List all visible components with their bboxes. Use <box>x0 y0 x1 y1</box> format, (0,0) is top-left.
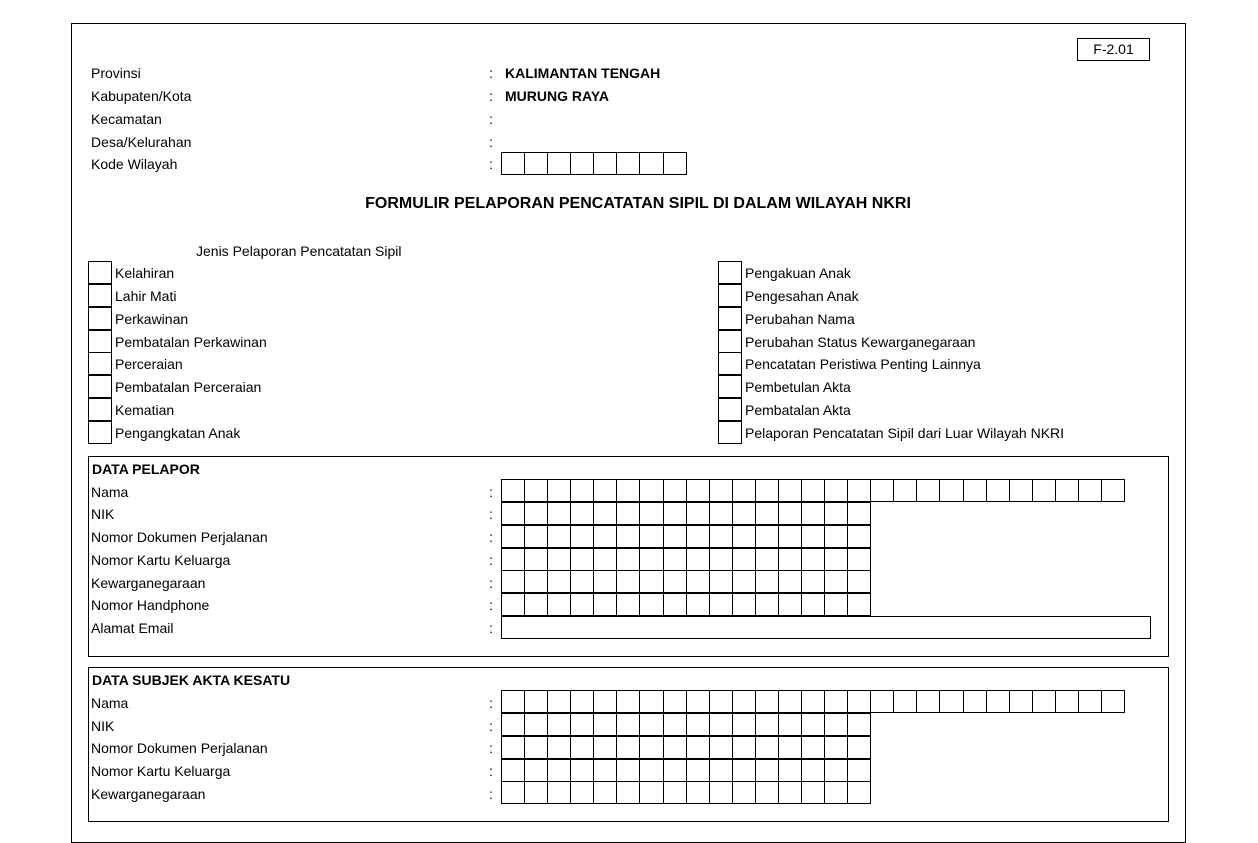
char-cell[interactable] <box>686 593 710 616</box>
char-cell[interactable] <box>616 152 640 175</box>
char-cell[interactable] <box>593 690 617 713</box>
char-cell[interactable] <box>686 525 710 548</box>
char-cell[interactable] <box>709 525 733 548</box>
pelapor-kewarganegaraan-label: Kewarganegaraan <box>91 575 206 591</box>
kabupaten-value: MURUNG RAYA <box>505 88 609 104</box>
char-cell[interactable] <box>570 713 594 736</box>
option-label: Pembatalan Perceraian <box>115 379 262 395</box>
colon: : <box>489 134 493 150</box>
char-cell[interactable] <box>570 759 594 782</box>
subjek-kewarganegaraan-label: Kewarganegaraan <box>91 786 206 802</box>
char-cell[interactable] <box>824 690 848 713</box>
char-cell[interactable] <box>639 690 663 713</box>
char-cell[interactable] <box>686 759 710 782</box>
char-cell[interactable] <box>593 502 617 525</box>
char-cell[interactable] <box>778 525 802 548</box>
char-cell[interactable] <box>570 690 594 713</box>
option-label: Perkawinan <box>115 311 189 327</box>
char-cell[interactable] <box>501 525 525 548</box>
char-cell[interactable] <box>686 479 710 502</box>
char-cell[interactable] <box>663 152 687 175</box>
char-cell[interactable] <box>686 548 710 571</box>
pelapor-email-field[interactable] <box>501 616 1151 639</box>
char-cell[interactable] <box>639 593 663 616</box>
char-cell[interactable] <box>501 548 525 571</box>
char-cell[interactable] <box>639 736 663 759</box>
char-cell[interactable] <box>824 736 848 759</box>
char-cell[interactable] <box>570 781 594 804</box>
char-cell[interactable] <box>916 690 940 713</box>
char-cell[interactable] <box>939 690 963 713</box>
char-cell[interactable] <box>1055 479 1079 502</box>
char-cell[interactable] <box>963 479 987 502</box>
pelapor-nik-grid[interactable] <box>501 502 870 525</box>
char-cell[interactable] <box>547 781 571 804</box>
colon: : <box>489 575 493 591</box>
checkbox-pembetulan-akta[interactable] <box>718 375 742 398</box>
char-cell[interactable] <box>755 548 779 571</box>
option-label: Perubahan Nama <box>745 311 855 327</box>
char-cell[interactable] <box>616 479 640 502</box>
char-cell[interactable] <box>847 525 871 548</box>
colon: : <box>489 88 493 104</box>
char-cell[interactable] <box>709 690 733 713</box>
char-cell[interactable] <box>801 593 825 616</box>
char-cell[interactable] <box>870 690 894 713</box>
colon: : <box>489 65 493 81</box>
subjek-kk-label: Nomor Kartu Keluarga <box>91 763 231 779</box>
colon: : <box>489 695 493 711</box>
char-cell[interactable] <box>593 152 617 175</box>
char-cell[interactable] <box>593 781 617 804</box>
char-cell[interactable] <box>824 548 848 571</box>
char-cell[interactable] <box>847 548 871 571</box>
subjek-nik-grid[interactable] <box>501 713 870 736</box>
char-cell[interactable] <box>847 759 871 782</box>
char-cell[interactable] <box>732 759 756 782</box>
provinsi-value: KALIMANTAN TENGAH <box>505 65 661 81</box>
char-cell[interactable] <box>639 781 663 804</box>
char-cell[interactable] <box>847 502 871 525</box>
char-cell[interactable] <box>709 736 733 759</box>
checkbox-kelahiran[interactable] <box>88 261 112 284</box>
colon: : <box>489 506 493 522</box>
form-code-box: F-2.01 <box>1077 38 1150 61</box>
char-cell[interactable] <box>778 736 802 759</box>
char-cell[interactable] <box>616 548 640 571</box>
char-cell[interactable] <box>524 152 548 175</box>
char-cell[interactable] <box>824 713 848 736</box>
option-label: Perceraian <box>115 356 183 372</box>
char-cell[interactable] <box>686 570 710 593</box>
option-label: Perubahan Status Kewarganegaraan <box>745 334 976 350</box>
char-cell[interactable] <box>778 479 802 502</box>
char-cell[interactable] <box>778 548 802 571</box>
char-cell[interactable] <box>570 525 594 548</box>
char-cell[interactable] <box>663 759 687 782</box>
checkbox-perkawinan[interactable] <box>88 307 112 330</box>
char-cell[interactable] <box>755 759 779 782</box>
char-cell[interactable] <box>547 759 571 782</box>
char-cell[interactable] <box>501 713 525 736</box>
option-label: Pencatatan Peristiwa Penting Lainnya <box>745 356 981 372</box>
char-cell[interactable] <box>755 781 779 804</box>
char-cell[interactable] <box>847 713 871 736</box>
char-cell[interactable] <box>501 570 525 593</box>
char-cell[interactable] <box>755 713 779 736</box>
char-cell[interactable] <box>801 690 825 713</box>
char-cell[interactable] <box>616 690 640 713</box>
char-cell[interactable] <box>1101 690 1125 713</box>
pelapor-kk-grid[interactable] <box>501 548 870 571</box>
char-cell[interactable] <box>593 759 617 782</box>
char-cell[interactable] <box>755 525 779 548</box>
checkbox-pengangkatan-anak[interactable] <box>88 421 112 444</box>
char-cell[interactable] <box>939 479 963 502</box>
char-cell[interactable] <box>501 479 525 502</box>
char-cell[interactable] <box>986 479 1010 502</box>
subjek-nama-grid[interactable] <box>501 690 1124 713</box>
char-cell[interactable] <box>801 570 825 593</box>
char-cell[interactable] <box>801 781 825 804</box>
option-label: Pembatalan Akta <box>745 402 851 418</box>
subjek-dokumen-grid[interactable] <box>501 736 870 759</box>
char-cell[interactable] <box>847 781 871 804</box>
char-cell[interactable] <box>847 570 871 593</box>
char-cell[interactable] <box>1055 690 1079 713</box>
option-label: Kelahiran <box>115 265 175 281</box>
char-cell[interactable] <box>755 736 779 759</box>
char-cell[interactable] <box>755 502 779 525</box>
char-cell[interactable] <box>824 759 848 782</box>
char-cell[interactable] <box>547 152 571 175</box>
checkbox-perceraian[interactable] <box>88 352 112 375</box>
subjek-kk-grid[interactable] <box>501 759 870 782</box>
char-cell[interactable] <box>709 570 733 593</box>
provinsi-label: Provinsi <box>91 65 141 81</box>
char-cell[interactable] <box>847 593 871 616</box>
char-cell[interactable] <box>732 502 756 525</box>
jenis-heading: Jenis Pelaporan Pencatatan Sipil <box>196 243 402 259</box>
option-label: Pembatalan Perkawinan <box>115 334 267 350</box>
option-label: Lahir Mati <box>115 288 177 304</box>
char-cell[interactable] <box>501 781 525 804</box>
char-cell[interactable] <box>524 548 548 571</box>
char-cell[interactable] <box>639 525 663 548</box>
char-cell[interactable] <box>593 548 617 571</box>
char-cell[interactable] <box>616 781 640 804</box>
char-cell[interactable] <box>1009 479 1033 502</box>
option-label: Kematian <box>115 402 175 418</box>
char-cell[interactable] <box>663 690 687 713</box>
char-cell[interactable] <box>547 736 571 759</box>
char-cell[interactable] <box>570 152 594 175</box>
pelapor-nik-label: NIK <box>91 506 115 522</box>
char-cell[interactable] <box>616 713 640 736</box>
char-cell[interactable] <box>686 690 710 713</box>
char-cell[interactable] <box>501 690 525 713</box>
checkbox-pengesahan-anak[interactable] <box>718 284 742 307</box>
pelapor-handphone-label: Nomor Handphone <box>91 597 210 613</box>
char-cell[interactable] <box>847 479 871 502</box>
char-cell[interactable] <box>616 502 640 525</box>
colon: : <box>489 552 493 568</box>
char-cell[interactable] <box>616 525 640 548</box>
char-cell[interactable] <box>778 690 802 713</box>
char-cell[interactable] <box>593 593 617 616</box>
pelapor-kewarganegaraan-grid[interactable] <box>501 570 870 593</box>
char-cell[interactable] <box>1078 479 1102 502</box>
char-cell[interactable] <box>732 736 756 759</box>
char-cell[interactable] <box>593 479 617 502</box>
char-cell[interactable] <box>709 713 733 736</box>
char-cell[interactable] <box>524 593 548 616</box>
checkbox-lahir-mati[interactable] <box>88 284 112 307</box>
checkbox-pembatalan-akta[interactable] <box>718 398 742 421</box>
char-cell[interactable] <box>593 736 617 759</box>
char-cell[interactable] <box>686 736 710 759</box>
char-cell[interactable] <box>524 759 548 782</box>
char-cell[interactable] <box>732 690 756 713</box>
char-cell[interactable] <box>686 502 710 525</box>
char-cell[interactable] <box>547 479 571 502</box>
char-cell[interactable] <box>570 593 594 616</box>
char-cell[interactable] <box>732 570 756 593</box>
char-cell[interactable] <box>547 593 571 616</box>
char-cell[interactable] <box>501 152 525 175</box>
char-cell[interactable] <box>663 593 687 616</box>
char-cell[interactable] <box>801 479 825 502</box>
char-cell[interactable] <box>570 479 594 502</box>
char-cell[interactable] <box>1032 690 1056 713</box>
option-label: Pengakuan Anak <box>745 265 851 281</box>
char-cell[interactable] <box>1009 690 1033 713</box>
char-cell[interactable] <box>663 525 687 548</box>
colon: : <box>489 529 493 545</box>
char-cell[interactable] <box>524 690 548 713</box>
char-cell[interactable] <box>709 781 733 804</box>
char-cell[interactable] <box>686 781 710 804</box>
char-cell[interactable] <box>639 152 663 175</box>
form-title: FORMULIR PELAPORAN PENCATATAN SIPIL DI DALAM WILAYAH NKRI <box>365 195 911 212</box>
char-cell[interactable] <box>524 713 548 736</box>
char-cell[interactable] <box>709 593 733 616</box>
char-cell[interactable] <box>801 759 825 782</box>
char-cell[interactable] <box>524 479 548 502</box>
char-cell[interactable] <box>870 479 894 502</box>
char-cell[interactable] <box>593 525 617 548</box>
char-cell[interactable] <box>801 713 825 736</box>
char-cell[interactable] <box>570 548 594 571</box>
char-cell[interactable] <box>547 502 571 525</box>
colon: : <box>489 620 493 636</box>
subjek-nik-label: NIK <box>91 718 115 734</box>
colon: : <box>489 740 493 756</box>
char-cell[interactable] <box>663 736 687 759</box>
char-cell[interactable] <box>570 736 594 759</box>
char-cell[interactable] <box>778 759 802 782</box>
char-cell[interactable] <box>639 548 663 571</box>
char-cell[interactable] <box>755 593 779 616</box>
subjek-heading: DATA SUBJEK AKTA KESATU <box>92 672 291 688</box>
char-cell[interactable] <box>709 548 733 571</box>
char-cell[interactable] <box>524 525 548 548</box>
char-cell[interactable] <box>778 593 802 616</box>
option-label: Pelaporan Pencatatan Sipil dari Luar Wilayah NKRI <box>745 425 1065 441</box>
char-cell[interactable] <box>686 713 710 736</box>
char-cell[interactable] <box>709 479 733 502</box>
checkbox-pembatalan-perceraian[interactable] <box>88 375 112 398</box>
checkbox-peristiwa-penting-lainnya[interactable] <box>718 352 742 375</box>
char-cell[interactable] <box>778 570 802 593</box>
colon: : <box>489 111 493 127</box>
char-cell[interactable] <box>501 593 525 616</box>
char-cell[interactable] <box>709 759 733 782</box>
option-label: Pengangkatan Anak <box>115 425 241 441</box>
subjek-nama-label: Nama <box>91 695 129 711</box>
pelapor-dokumen-grid[interactable] <box>501 525 870 548</box>
char-cell[interactable] <box>663 570 687 593</box>
char-cell[interactable] <box>801 525 825 548</box>
checkbox-luar-wilayah-nkri[interactable] <box>718 421 742 444</box>
checkbox-kematian[interactable] <box>88 398 112 421</box>
char-cell[interactable] <box>1032 479 1056 502</box>
subjek-dokumen-label: Nomor Dokumen Perjalanan <box>91 740 268 756</box>
option-label: Pengesahan Anak <box>745 288 859 304</box>
kode-wilayah-label: Kode Wilayah <box>91 156 178 172</box>
pelapor-email-label: Alamat Email <box>91 620 174 636</box>
char-cell[interactable] <box>801 502 825 525</box>
char-cell[interactable] <box>778 781 802 804</box>
char-cell[interactable] <box>547 570 571 593</box>
char-cell[interactable] <box>824 781 848 804</box>
colon: : <box>489 597 493 613</box>
char-cell[interactable] <box>986 690 1010 713</box>
char-cell[interactable] <box>1078 690 1102 713</box>
char-cell[interactable] <box>755 479 779 502</box>
checkbox-pembatalan-perkawinan[interactable] <box>88 330 112 353</box>
char-cell[interactable] <box>639 713 663 736</box>
option-label: Pembetulan Akta <box>745 379 851 395</box>
char-cell[interactable] <box>801 548 825 571</box>
char-cell[interactable] <box>593 570 617 593</box>
char-cell[interactable] <box>824 570 848 593</box>
char-cell[interactable] <box>732 525 756 548</box>
kabupaten-label: Kabupaten/Kota <box>91 88 192 104</box>
char-cell[interactable] <box>524 570 548 593</box>
char-cell[interactable] <box>570 570 594 593</box>
char-cell[interactable] <box>778 713 802 736</box>
char-cell[interactable] <box>916 479 940 502</box>
char-cell[interactable] <box>501 736 525 759</box>
char-cell[interactable] <box>663 502 687 525</box>
char-cell[interactable] <box>639 502 663 525</box>
char-cell[interactable] <box>663 781 687 804</box>
char-cell[interactable] <box>1101 479 1125 502</box>
subjek-kewarganegaraan-grid[interactable] <box>501 781 870 804</box>
char-cell[interactable] <box>893 690 917 713</box>
char-cell[interactable] <box>501 759 525 782</box>
pelapor-dokumen-label: Nomor Dokumen Perjalanan <box>91 529 268 545</box>
char-cell[interactable] <box>663 479 687 502</box>
char-cell[interactable] <box>732 593 756 616</box>
char-cell[interactable] <box>801 736 825 759</box>
char-cell[interactable] <box>547 525 571 548</box>
char-cell[interactable] <box>616 593 640 616</box>
pelapor-kk-label: Nomor Kartu Keluarga <box>91 552 231 568</box>
colon: : <box>489 156 493 172</box>
desa-label: Desa/Kelurahan <box>91 134 192 150</box>
char-cell[interactable] <box>732 479 756 502</box>
checkbox-perubahan-status-kewarganegaraan[interactable] <box>718 330 742 353</box>
char-cell[interactable] <box>847 690 871 713</box>
char-cell[interactable] <box>824 502 848 525</box>
kode-wilayah-grid[interactable] <box>501 152 686 175</box>
char-cell[interactable] <box>616 759 640 782</box>
char-cell[interactable] <box>709 502 733 525</box>
checkbox-perubahan-nama[interactable] <box>718 307 742 330</box>
char-cell[interactable] <box>755 570 779 593</box>
colon: : <box>489 763 493 779</box>
char-cell[interactable] <box>732 713 756 736</box>
pelapor-handphone-grid[interactable] <box>501 593 870 616</box>
pelapor-nama-label: Nama <box>91 484 129 500</box>
char-cell[interactable] <box>732 548 756 571</box>
kecamatan-label: Kecamatan <box>91 111 162 127</box>
char-cell[interactable] <box>639 759 663 782</box>
char-cell[interactable] <box>547 548 571 571</box>
char-cell[interactable] <box>524 781 548 804</box>
char-cell[interactable] <box>501 502 525 525</box>
char-cell[interactable] <box>593 713 617 736</box>
pelapor-heading: DATA PELAPOR <box>92 461 200 477</box>
char-cell[interactable] <box>639 570 663 593</box>
char-cell[interactable] <box>524 502 548 525</box>
char-cell[interactable] <box>570 502 594 525</box>
char-cell[interactable] <box>663 713 687 736</box>
char-cell[interactable] <box>616 736 640 759</box>
char-cell[interactable] <box>663 548 687 571</box>
checkbox-pengakuan-anak[interactable] <box>718 261 742 284</box>
char-cell[interactable] <box>824 479 848 502</box>
char-cell[interactable] <box>824 593 848 616</box>
char-cell[interactable] <box>524 736 548 759</box>
colon: : <box>489 484 493 500</box>
char-cell[interactable] <box>893 479 917 502</box>
pelapor-nama-grid[interactable] <box>501 479 1124 502</box>
char-cell[interactable] <box>639 479 663 502</box>
char-cell[interactable] <box>547 713 571 736</box>
colon: : <box>489 718 493 734</box>
char-cell[interactable] <box>755 690 779 713</box>
colon: : <box>489 786 493 802</box>
char-cell[interactable] <box>824 525 848 548</box>
char-cell[interactable] <box>547 690 571 713</box>
char-cell[interactable] <box>847 736 871 759</box>
char-cell[interactable] <box>963 690 987 713</box>
char-cell[interactable] <box>778 502 802 525</box>
char-cell[interactable] <box>616 570 640 593</box>
char-cell[interactable] <box>732 781 756 804</box>
